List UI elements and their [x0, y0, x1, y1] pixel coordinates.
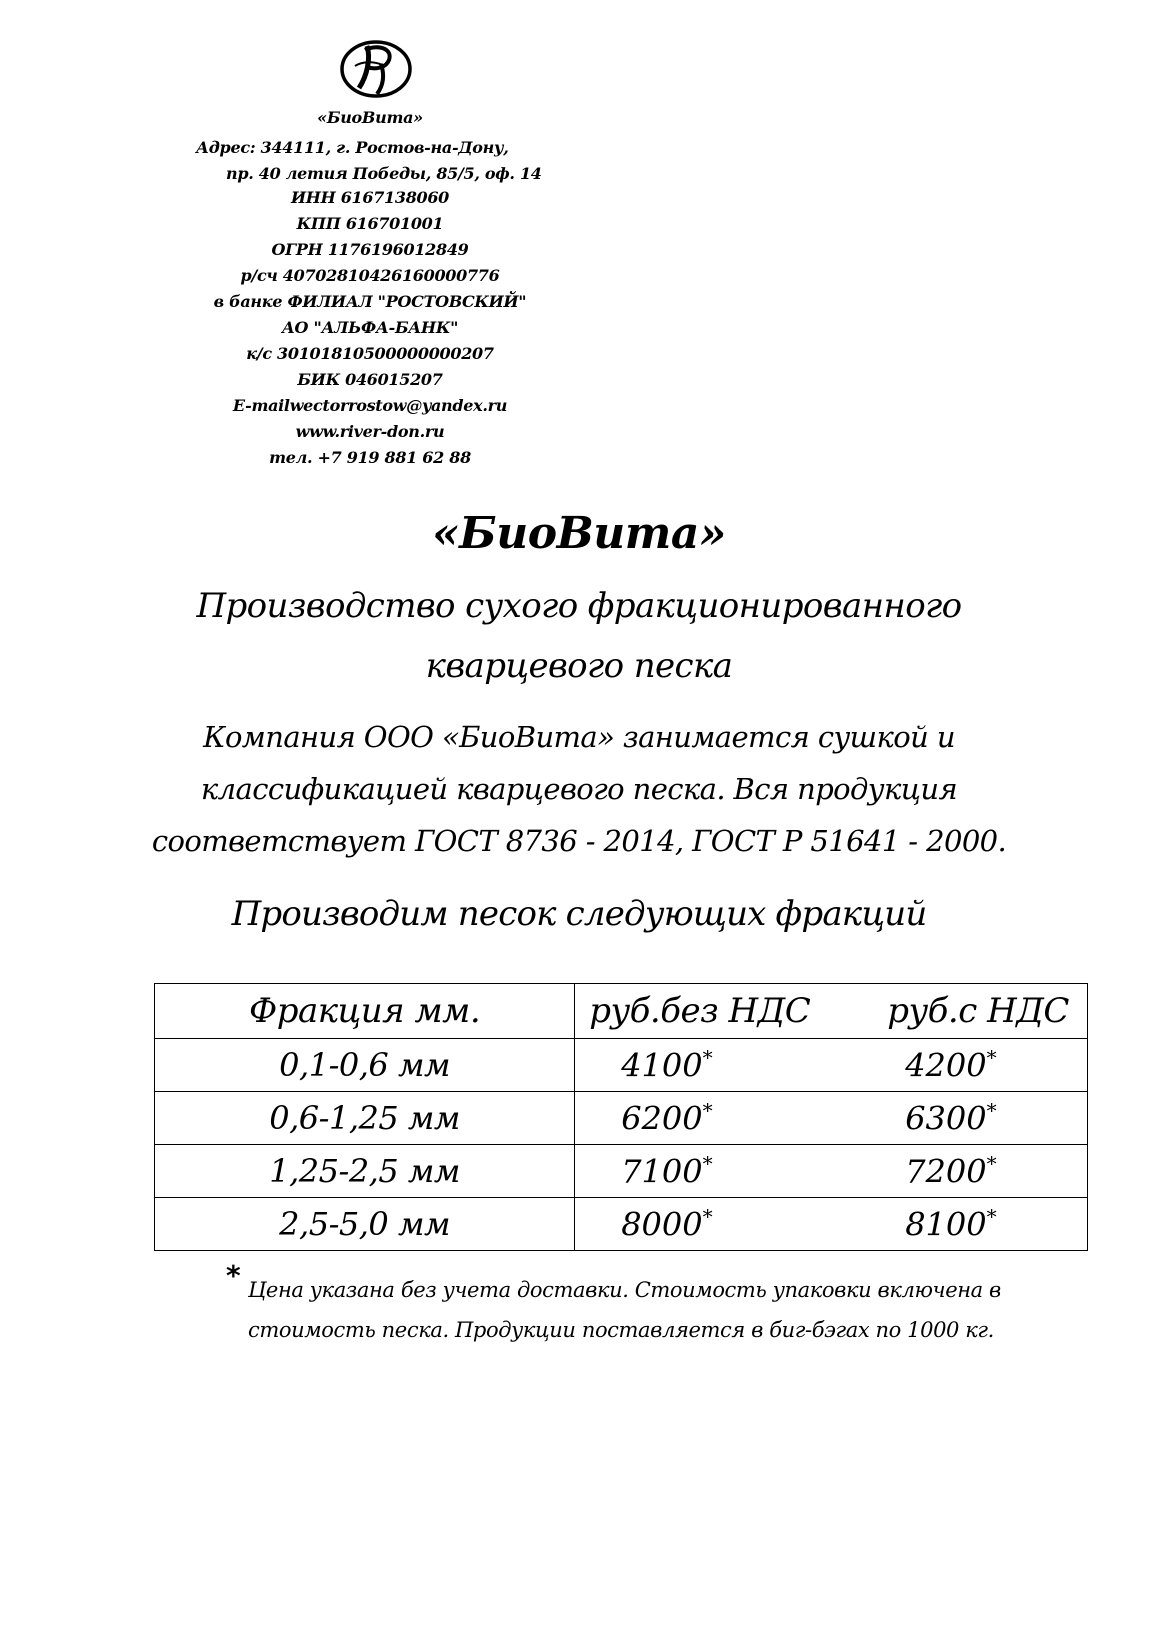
price-vat-value: 7200 [905, 1152, 987, 1191]
table-row [155, 1198, 1088, 1251]
header-website: www.river-don.ru [295, 422, 445, 441]
price-vat [905, 1205, 996, 1244]
header-bik: БИК 046015207 [297, 370, 443, 389]
price-vat-value: 4200 [905, 1046, 987, 1085]
price-no-vat-value: 8000 [621, 1205, 703, 1244]
table-row [155, 1092, 1088, 1145]
header-email: E-mailwectorrostow@yandex.ru [232, 396, 508, 415]
header-price-vat: руб.с НДС [887, 991, 1069, 1031]
asterisk-mark: * [702, 1204, 713, 1229]
asterisk-mark: * [986, 1045, 997, 1070]
header-prices [575, 984, 1088, 1039]
price-no-vat [621, 1099, 712, 1138]
subtitle-line1: Производство сухого фракционированного [196, 586, 962, 626]
fraction-cell: 0,1-0,6 мм [155, 1039, 575, 1092]
asterisk-mark: * [986, 1151, 997, 1176]
footnote-line1: Цена указана без учета доставки. Стоимость упаковки включена в [248, 1278, 1001, 1302]
table-row [155, 1039, 1088, 1092]
table-header-row [155, 984, 1088, 1039]
fraction-cell: 1,25-2,5 мм [155, 1145, 575, 1198]
brand-title: «БиоВита» [432, 508, 726, 559]
price-vat [905, 1099, 996, 1138]
company-monogram-logo [337, 36, 415, 102]
description-line3: соответствует ГОСТ 8736 - 2014, ГОСТ Р 51641 - 2000. [151, 824, 1007, 858]
asterisk-mark: * [986, 1098, 997, 1123]
description-line2: классификацией кварцевого песка. Вся продукция [200, 772, 958, 806]
header-inn: ИНН 6167138060 [290, 188, 450, 207]
header-fraction: Фракция мм. [155, 984, 575, 1039]
price-vat-value: 6300 [905, 1099, 987, 1138]
asterisk-mark: * [702, 1098, 713, 1123]
header-bank-line1: в банке ФИЛИАЛ "РОСТОВСКИЙ" [213, 292, 527, 311]
header-address-line2: пр. 40 летия Победы, 85/5, оф. 14 [226, 164, 542, 183]
header-address-line1: Адрес: 344111, г. Ростов-на-Дону, [196, 138, 509, 157]
footnote-line2: стоимость песка. Продукции поставляется в биг-бэгах по 1000 кг. [248, 1318, 994, 1342]
footnote-asterisk: * [226, 1259, 241, 1292]
price-cell [575, 1198, 1088, 1251]
price-cell [575, 1145, 1088, 1198]
description-line1: Компания ООО «БиоВита» занимается сушкой и [203, 720, 955, 754]
fraction-cell: 2,5-5,0 мм [155, 1198, 575, 1251]
price-vat [905, 1152, 996, 1191]
price-no-vat-value: 4100 [621, 1046, 703, 1085]
asterisk-mark: * [702, 1151, 713, 1176]
price-no-vat [621, 1152, 712, 1191]
asterisk-mark: * [702, 1045, 713, 1070]
price-no-vat [621, 1205, 712, 1244]
header-company-name: «БиоВита» [317, 108, 423, 127]
header-ogrn: ОГРН 1176196012849 [271, 240, 469, 259]
header-kpp: КПП 616701001 [296, 214, 444, 233]
subtitle-line2: кварцевого песка [425, 646, 733, 686]
price-vat [905, 1046, 996, 1085]
header-account: р/сч 40702810426160000776 [240, 266, 500, 285]
header-corr-account: к/с 30101810500000000207 [246, 344, 494, 363]
asterisk-mark: * [986, 1204, 997, 1229]
price-cell [575, 1092, 1088, 1145]
header-bank-line2: АО "АЛЬФА-БАНК" [281, 318, 459, 337]
header-price-no-vat: руб.без НДС [589, 991, 811, 1031]
price-no-vat [621, 1046, 712, 1085]
fraction-cell: 0,6-1,25 мм [155, 1092, 575, 1145]
header-phone: тел. +7 919 881 62 88 [269, 448, 471, 467]
price-no-vat-value: 6200 [621, 1099, 703, 1138]
price-table [154, 983, 1088, 1251]
fractions-heading: Производим песок следующих фракций [231, 894, 927, 934]
price-vat-value: 8100 [905, 1205, 987, 1244]
price-cell [575, 1039, 1088, 1092]
price-no-vat-value: 7100 [621, 1152, 703, 1191]
table-row [155, 1145, 1088, 1198]
